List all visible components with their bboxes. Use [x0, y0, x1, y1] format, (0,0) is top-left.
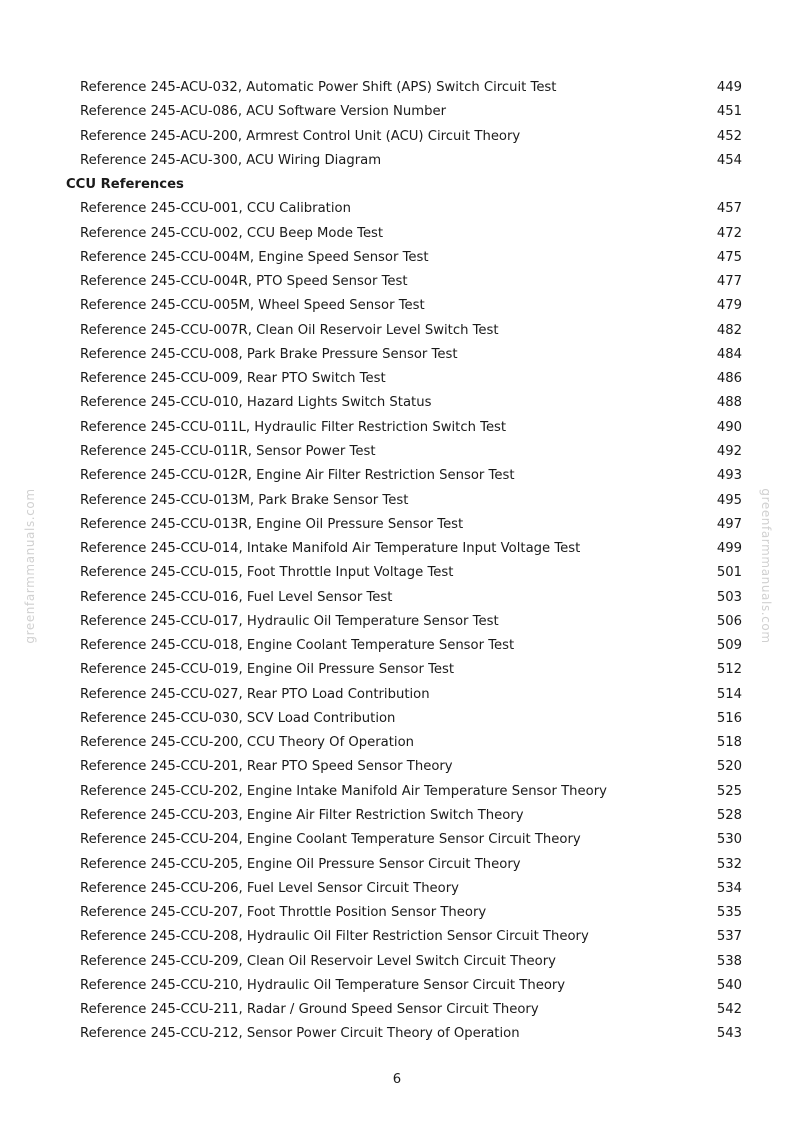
toc-entry[interactable]	[0, 270, 794, 294]
toc-entry-title: Reference 245-ACU-032, Automatic Power Shift (APS) Switch Circuit Test	[80, 80, 557, 95]
toc-entry[interactable]	[0, 464, 794, 488]
toc-entry-title: Reference 245-CCU-002, CCU Beep Mode Test	[80, 225, 384, 241]
toc-entry-page-number: 475	[716, 249, 742, 265]
toc-entry[interactable]	[0, 149, 794, 173]
toc-entry[interactable]	[0, 100, 794, 124]
toc-entry-title: Reference 245-CCU-005M, Wheel Speed Sensor Test	[80, 298, 425, 314]
toc-entry-page-number: 484	[716, 346, 742, 362]
toc-entry[interactable]	[0, 731, 794, 755]
page-number: 6	[392, 1072, 402, 1087]
toc-entry[interactable]	[0, 125, 794, 149]
toc-entry-page-number: 530	[716, 832, 742, 848]
toc-entry[interactable]	[0, 513, 794, 537]
toc-entry-title: Reference 245-CCU-027, Rear PTO Load Contribution	[80, 686, 430, 702]
toc-entry-page-number: 486	[716, 371, 742, 387]
toc-entry-title: Reference 245-CCU-014, Intake Manifold Air Temperature Input Voltage Test	[80, 541, 581, 557]
toc-entry-page-number: 449	[716, 80, 742, 95]
toc-entry[interactable]	[0, 707, 794, 731]
toc-entry-title: Reference 245-CCU-013M, Park Brake Sensor Test	[80, 492, 409, 508]
toc-entry-page-number: 532	[716, 856, 742, 872]
toc-entry[interactable]	[0, 998, 794, 1022]
toc-entry-page-number: 454	[716, 152, 742, 168]
toc-entry[interactable]	[0, 755, 794, 779]
toc-entry-title: Reference 245-CCU-008, Park Brake Pressure Sensor Test	[80, 346, 458, 362]
section-heading	[0, 173, 794, 197]
toc-entry[interactable]	[0, 416, 794, 440]
toc-entry[interactable]	[0, 658, 794, 682]
toc-entry-page-number: 497	[716, 516, 742, 532]
toc-entry-title: Reference 245-CCU-013R, Engine Oil Pressure Sensor Test	[80, 516, 464, 532]
toc-entry-page-number: 506	[716, 613, 742, 629]
watermark-left: greenfarmmanuals.com	[23, 488, 37, 644]
toc-entry[interactable]	[0, 683, 794, 707]
toc-entry-title: Reference 245-CCU-201, Rear PTO Speed Sensor Theory	[80, 759, 453, 775]
table-of-contents	[0, 76, 794, 1047]
section-heading-title: CCU References	[66, 177, 184, 193]
toc-entry-title: Reference 245-CCU-011L, Hydraulic Filter Restriction Switch Test	[80, 419, 507, 435]
toc-entry-title: Reference 245-CCU-207, Foot Throttle Position Sensor Theory	[80, 905, 487, 921]
toc-entry-title: Reference 245-CCU-030, SCV Load Contribution	[80, 710, 396, 726]
toc-entry-page-number: 509	[716, 638, 742, 654]
toc-entry-title: Reference 245-CCU-012R, Engine Air Filter Restriction Sensor Test	[80, 468, 515, 484]
toc-entry-page-number: 503	[716, 589, 742, 605]
toc-entry-title: Reference 245-CCU-209, Clean Oil Reservoir Level Switch Circuit Theory	[80, 953, 556, 969]
toc-entry[interactable]	[0, 246, 794, 270]
toc-entry-title: Reference 245-CCU-004M, Engine Speed Sensor Test	[80, 249, 429, 265]
toc-entry[interactable]	[0, 440, 794, 464]
toc-entry[interactable]	[0, 780, 794, 804]
toc-entry-title: Reference 245-CCU-204, Engine Coolant Temperature Sensor Circuit Theory	[80, 832, 581, 848]
toc-entry-title: Reference 245-CCU-017, Hydraulic Oil Temperature Sensor Test	[80, 613, 499, 629]
toc-entry-page-number: 472	[716, 225, 742, 241]
toc-entry-title: Reference 245-CCU-211, Radar / Ground Speed Sensor Circuit Theory	[80, 1002, 539, 1018]
toc-entry-title: Reference 245-CCU-004R, PTO Speed Sensor Test	[80, 274, 408, 290]
toc-entry-page-number: 490	[716, 419, 742, 435]
toc-entry[interactable]	[0, 828, 794, 852]
toc-entry[interactable]	[0, 76, 794, 100]
toc-entry[interactable]	[0, 197, 794, 221]
toc-entry[interactable]	[0, 610, 794, 634]
toc-entry[interactable]	[0, 634, 794, 658]
toc-entry-page-number: 482	[716, 322, 742, 338]
toc-entry[interactable]	[0, 537, 794, 561]
toc-entry-page-number: 528	[716, 807, 742, 823]
toc-entry[interactable]	[0, 343, 794, 367]
toc-entry-page-number: 512	[716, 662, 742, 678]
toc-entry-title: Reference 245-CCU-016, Fuel Level Sensor Test	[80, 589, 393, 605]
toc-entry[interactable]	[0, 319, 794, 343]
watermark-right: greenfarmmanuals.com	[759, 488, 773, 644]
toc-entry-page-number: 520	[716, 759, 742, 775]
toc-entry-title: Reference 245-CCU-018, Engine Coolant Temperature Sensor Test	[80, 638, 515, 654]
toc-entry-page-number: 537	[716, 929, 742, 945]
toc-entry-title: Reference 245-CCU-210, Hydraulic Oil Temperature Sensor Circuit Theory	[80, 977, 566, 993]
toc-entry-page-number: 499	[716, 541, 742, 557]
toc-entry-title: Reference 245-CCU-208, Hydraulic Oil Filter Restriction Sensor Circuit Theory	[80, 929, 589, 945]
toc-entry[interactable]	[0, 877, 794, 901]
toc-entry[interactable]	[0, 222, 794, 246]
toc-entry-title: Reference 245-CCU-200, CCU Theory Of Operation	[80, 735, 415, 751]
toc-entry-page-number: 516	[716, 710, 742, 726]
toc-entry[interactable]	[0, 391, 794, 415]
toc-entry-title: Reference 245-CCU-010, Hazard Lights Switch Status	[80, 395, 432, 411]
toc-entry[interactable]	[0, 950, 794, 974]
toc-entry[interactable]	[0, 561, 794, 585]
toc-entry-title: Reference 245-CCU-203, Engine Air Filter Restriction Switch Theory	[80, 807, 524, 823]
toc-entry[interactable]	[0, 853, 794, 877]
toc-entry-title: Reference 245-CCU-019, Engine Oil Pressure Sensor Test	[80, 662, 455, 678]
toc-entry-title: Reference 245-ACU-300, ACU Wiring Diagram	[80, 152, 382, 168]
toc-entry-page-number: 525	[716, 783, 742, 799]
toc-entry-page-number: 501	[716, 565, 742, 581]
toc-entry-title: Reference 245-CCU-007R, Clean Oil Reservoir Level Switch Test	[80, 322, 499, 338]
toc-entry-page-number: 492	[716, 443, 742, 459]
toc-entry-title: Reference 245-CCU-011R, Sensor Power Test	[80, 443, 376, 459]
toc-entry-title: Reference 245-CCU-015, Foot Throttle Input Voltage Test	[80, 565, 454, 581]
toc-entry-page-number: 479	[716, 298, 742, 314]
toc-entry-page-number: 542	[716, 1002, 742, 1018]
toc-entry-page-number: 488	[716, 395, 742, 411]
toc-entry[interactable]	[0, 367, 794, 391]
toc-entry-page-number: 518	[716, 735, 742, 751]
toc-entry[interactable]	[0, 804, 794, 828]
toc-entry-page-number: 495	[716, 492, 742, 508]
toc-entry[interactable]	[0, 1022, 794, 1046]
toc-entry-page-number: 477	[716, 274, 742, 290]
toc-entry-page-number: 540	[716, 977, 742, 993]
toc-entry-page-number: 493	[716, 468, 742, 484]
toc-entry-page-number: 538	[716, 953, 742, 969]
toc-entry-title: Reference 245-ACU-200, Armrest Control Unit (ACU) Circuit Theory	[80, 128, 521, 144]
toc-entry[interactable]	[0, 489, 794, 513]
toc-entry-page-number: 451	[716, 104, 742, 120]
toc-entry-title: Reference 245-CCU-212, Sensor Power Circuit Theory of Operation	[80, 1026, 520, 1042]
toc-entry[interactable]	[0, 974, 794, 998]
toc-entry-page-number: 457	[716, 201, 742, 217]
toc-entry-title: Reference 245-CCU-206, Fuel Level Sensor Circuit Theory	[80, 880, 459, 896]
toc-entry-page-number: 535	[716, 905, 742, 921]
toc-entry-title: Reference 245-CCU-202, Engine Intake Manifold Air Temperature Sensor Theory	[80, 783, 607, 799]
toc-entry-page-number: 534	[716, 880, 742, 896]
toc-entry-page-number: 543	[716, 1026, 742, 1042]
toc-entry-page-number: 514	[716, 686, 742, 702]
toc-entry-page-number: 452	[716, 128, 742, 144]
toc-entry[interactable]	[0, 925, 794, 949]
toc-entry-title: Reference 245-CCU-009, Rear PTO Switch Test	[80, 371, 386, 387]
toc-entry[interactable]	[0, 901, 794, 925]
toc-entry-title: Reference 245-CCU-205, Engine Oil Pressure Sensor Circuit Theory	[80, 856, 521, 872]
toc-entry-title: Reference 245-ACU-086, ACU Software Version Number	[80, 104, 447, 120]
toc-entry[interactable]	[0, 294, 794, 318]
toc-entry-title: Reference 245-CCU-001, CCU Calibration	[80, 201, 351, 217]
toc-entry[interactable]	[0, 586, 794, 610]
